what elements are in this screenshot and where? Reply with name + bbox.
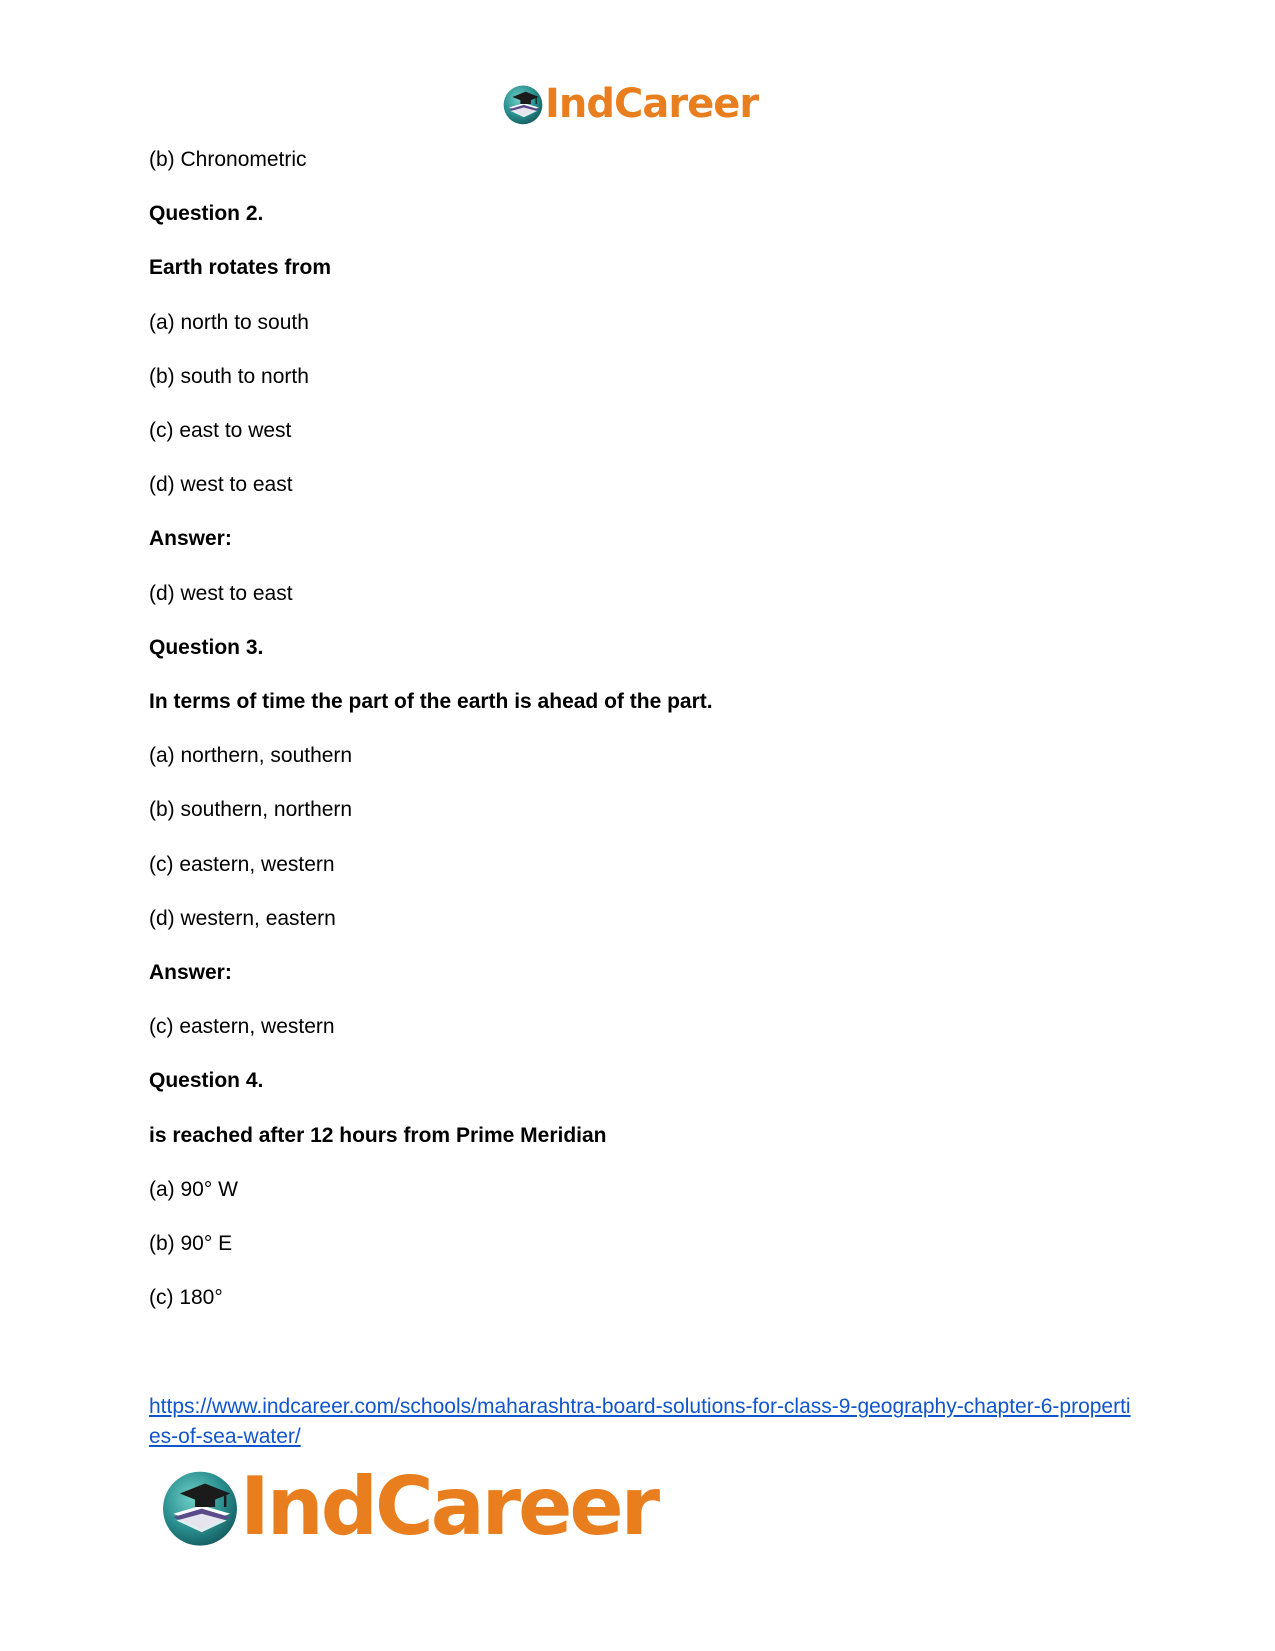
heading-line: In terms of time the part of the earth is ahead of the part. bbox=[149, 690, 713, 713]
footer-logo-text: IndCareer bbox=[240, 1460, 658, 1553]
text-line: (c) 180° bbox=[149, 1286, 223, 1310]
text-line: (d) western, eastern bbox=[149, 906, 336, 930]
source-link[interactable]: https://www.indcareer.com/schools/maharashtra-board-solutions-for-class-9-geography-chapter-6-properties-of-sea-water/ bbox=[149, 1395, 1131, 1448]
heading-line: Question 4. bbox=[149, 1069, 264, 1093]
header-logo bbox=[501, 80, 758, 128]
graduation-book-emblem-icon bbox=[158, 1465, 242, 1549]
heading-line: Question 3. bbox=[149, 635, 264, 659]
text-line: (c) east to west bbox=[149, 419, 292, 442]
heading-line: Answer: bbox=[149, 961, 232, 984]
text-line: (b) southern, northern bbox=[149, 798, 353, 822]
heading-line: is reached after 12 hours from Prime Meridian bbox=[149, 1123, 607, 1147]
footer-logo bbox=[158, 1462, 657, 1552]
text-line: (c) eastern, western bbox=[149, 852, 335, 876]
text-line: (b) 90° E bbox=[149, 1232, 233, 1255]
graduation-book-emblem-icon bbox=[501, 82, 545, 126]
heading-line: Answer: bbox=[149, 527, 232, 551]
text-line: (a) 90° W bbox=[149, 1177, 238, 1201]
heading-line: Earth rotates from bbox=[149, 256, 332, 280]
header-logo-text: IndCareer bbox=[545, 81, 759, 127]
heading-line: Question 2. bbox=[149, 202, 264, 226]
text-line: (a) northern, southern bbox=[149, 744, 353, 768]
text-line: (a) north to south bbox=[149, 310, 309, 334]
text-line: (d) west to east bbox=[149, 581, 293, 605]
text-line: (b) Chronometric bbox=[149, 148, 307, 171]
text-line: (c) eastern, western bbox=[149, 1015, 335, 1039]
text-line: (b) south to north bbox=[149, 364, 309, 388]
text-line: (d) west to east bbox=[149, 473, 293, 497]
